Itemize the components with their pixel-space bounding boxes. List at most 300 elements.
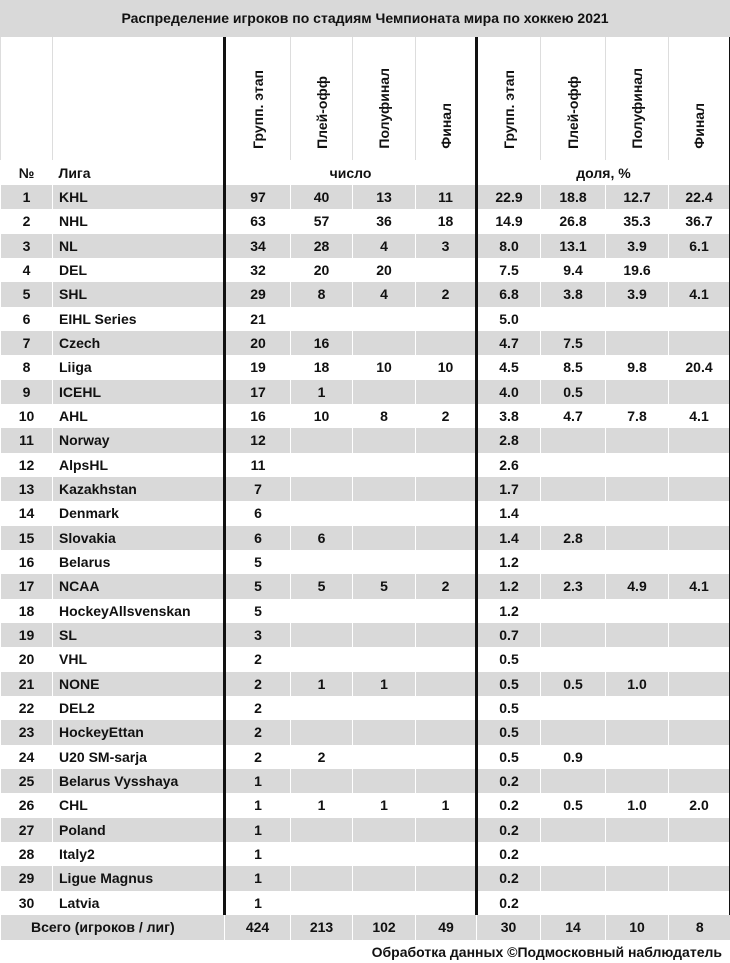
- count-playoff: [291, 842, 353, 866]
- table-row: [1, 501, 730, 525]
- header-count-playoff: Плей-офф: [313, 76, 330, 149]
- count-semifinal: 8: [353, 404, 416, 428]
- header-count-semifinal: Полуфинал: [376, 68, 392, 149]
- share-group: 0.7: [477, 623, 541, 647]
- count-final: 11: [416, 185, 477, 209]
- share-semifinal: [606, 842, 669, 866]
- count-semifinal: 5: [353, 574, 416, 598]
- league-name: DEL2: [53, 696, 225, 720]
- header-count: число: [225, 160, 477, 185]
- share-playoff: [541, 453, 606, 477]
- share-final: [669, 623, 730, 647]
- share-semifinal: [606, 745, 669, 769]
- count-group: 1: [225, 769, 291, 793]
- count-final: 18: [416, 209, 477, 233]
- share-group: 3.8: [477, 404, 541, 428]
- share-final: 4.1: [669, 404, 730, 428]
- table-row: [1, 185, 730, 209]
- row-number: 2: [1, 209, 53, 233]
- total-share-semifinal: 10: [606, 915, 669, 940]
- share-final: [669, 453, 730, 477]
- count-semifinal: [353, 745, 416, 769]
- header-share-final: Финал: [691, 103, 707, 149]
- share-playoff: [541, 623, 606, 647]
- row-number: 4: [1, 258, 53, 282]
- table-row: [1, 428, 730, 452]
- share-playoff: 4.7: [541, 404, 606, 428]
- total-count-group: 424: [225, 915, 291, 940]
- count-group: 2: [225, 720, 291, 744]
- share-final: [669, 331, 730, 355]
- count-playoff: [291, 720, 353, 744]
- count-semifinal: 4: [353, 234, 416, 258]
- share-semifinal: [606, 696, 669, 720]
- share-group: 1.4: [477, 526, 541, 550]
- count-semifinal: 10: [353, 355, 416, 379]
- row-number: 5: [1, 282, 53, 306]
- row-number: 19: [1, 623, 53, 647]
- count-final: [416, 380, 477, 404]
- row-number: 11: [1, 428, 53, 452]
- count-group: 29: [225, 282, 291, 306]
- share-playoff: [541, 818, 606, 842]
- count-group: 97: [225, 185, 291, 209]
- league-name: SL: [53, 623, 225, 647]
- league-name: Liiga: [53, 355, 225, 379]
- share-semifinal: 3.9: [606, 234, 669, 258]
- share-final: 2.0: [669, 793, 730, 817]
- count-final: [416, 526, 477, 550]
- share-semifinal: 9.8: [606, 355, 669, 379]
- count-final: [416, 623, 477, 647]
- count-semifinal: [353, 842, 416, 866]
- count-group: 6: [225, 526, 291, 550]
- count-final: [416, 258, 477, 282]
- share-group: 0.2: [477, 793, 541, 817]
- share-semifinal: 7.8: [606, 404, 669, 428]
- league-name: Italy2: [53, 842, 225, 866]
- share-playoff: 26.8: [541, 209, 606, 233]
- count-semifinal: [353, 866, 416, 890]
- row-number: 22: [1, 696, 53, 720]
- table-row: [1, 696, 730, 720]
- share-semifinal: [606, 428, 669, 452]
- table-row: [1, 331, 730, 355]
- table-row: [1, 793, 730, 817]
- share-semifinal: [606, 769, 669, 793]
- count-semifinal: 13: [353, 185, 416, 209]
- count-group: 5: [225, 550, 291, 574]
- count-final: 2: [416, 282, 477, 306]
- share-group: 0.2: [477, 866, 541, 890]
- share-playoff: [541, 891, 606, 915]
- share-group: 1.2: [477, 574, 541, 598]
- row-number: 15: [1, 526, 53, 550]
- count-final: [416, 599, 477, 623]
- share-playoff: 0.5: [541, 672, 606, 696]
- count-playoff: 18: [291, 355, 353, 379]
- share-semifinal: [606, 501, 669, 525]
- share-group: 0.2: [477, 769, 541, 793]
- count-semifinal: [353, 769, 416, 793]
- share-group: 8.0: [477, 234, 541, 258]
- share-group: 4.0: [477, 380, 541, 404]
- table-row: [1, 209, 730, 233]
- share-final: [669, 380, 730, 404]
- share-final: [669, 696, 730, 720]
- share-playoff: [541, 769, 606, 793]
- count-playoff: 5: [291, 574, 353, 598]
- share-playoff: [541, 696, 606, 720]
- league-name: DEL: [53, 258, 225, 282]
- count-final: [416, 720, 477, 744]
- share-final: [669, 769, 730, 793]
- league-name: Denmark: [53, 501, 225, 525]
- share-group: 0.2: [477, 818, 541, 842]
- count-semifinal: [353, 477, 416, 501]
- share-final: [669, 258, 730, 282]
- row-number: 20: [1, 647, 53, 671]
- share-semifinal: 4.9: [606, 574, 669, 598]
- count-group: 1: [225, 866, 291, 890]
- league-name: NONE: [53, 672, 225, 696]
- table-row: [1, 769, 730, 793]
- table-row: [1, 623, 730, 647]
- count-group: 19: [225, 355, 291, 379]
- share-final: 4.1: [669, 574, 730, 598]
- count-playoff: 1: [291, 793, 353, 817]
- count-semifinal: [353, 599, 416, 623]
- count-semifinal: 1: [353, 672, 416, 696]
- row-number: 25: [1, 769, 53, 793]
- count-semifinal: [353, 891, 416, 915]
- table-row: [1, 672, 730, 696]
- share-final: [669, 526, 730, 550]
- share-group: 0.5: [477, 647, 541, 671]
- league-name: Kazakhstan: [53, 477, 225, 501]
- share-group: 0.5: [477, 745, 541, 769]
- count-final: [416, 477, 477, 501]
- league-name: HockeyAllsvenskan: [53, 599, 225, 623]
- table-row: [1, 307, 730, 331]
- share-semifinal: [606, 866, 669, 890]
- table-row: [1, 647, 730, 671]
- share-final: [669, 477, 730, 501]
- share-playoff: [541, 428, 606, 452]
- row-number: 9: [1, 380, 53, 404]
- count-playoff: 40: [291, 185, 353, 209]
- total-share-playoff: 14: [541, 915, 606, 940]
- league-name: KHL: [53, 185, 225, 209]
- share-group: 1.2: [477, 599, 541, 623]
- share-playoff: 0.9: [541, 745, 606, 769]
- count-group: 63: [225, 209, 291, 233]
- count-semifinal: [353, 696, 416, 720]
- count-semifinal: [353, 550, 416, 574]
- share-group: 2.6: [477, 453, 541, 477]
- count-semifinal: [353, 526, 416, 550]
- count-playoff: 57: [291, 209, 353, 233]
- count-semifinal: [353, 818, 416, 842]
- count-playoff: 10: [291, 404, 353, 428]
- stage-header-row: [1, 37, 730, 160]
- share-semifinal: [606, 331, 669, 355]
- table-row: [1, 574, 730, 598]
- count-playoff: [291, 599, 353, 623]
- count-semifinal: [353, 501, 416, 525]
- league-name: AlpsHL: [53, 453, 225, 477]
- count-final: 2: [416, 404, 477, 428]
- count-semifinal: [353, 331, 416, 355]
- share-group: 0.5: [477, 672, 541, 696]
- group-header-row: [1, 160, 730, 185]
- share-final: 20.4: [669, 355, 730, 379]
- count-final: [416, 769, 477, 793]
- row-number: 16: [1, 550, 53, 574]
- share-final: [669, 599, 730, 623]
- count-group: 2: [225, 672, 291, 696]
- share-semifinal: [606, 599, 669, 623]
- table-row: [1, 453, 730, 477]
- share-group: 0.2: [477, 891, 541, 915]
- share-final: [669, 428, 730, 452]
- share-semifinal: 35.3: [606, 209, 669, 233]
- count-playoff: 1: [291, 672, 353, 696]
- count-final: 3: [416, 234, 477, 258]
- share-semifinal: [606, 477, 669, 501]
- share-final: [669, 307, 730, 331]
- count-playoff: [291, 477, 353, 501]
- share-final: 36.7: [669, 209, 730, 233]
- count-playoff: 16: [291, 331, 353, 355]
- share-group: 14.9: [477, 209, 541, 233]
- row-number: 23: [1, 720, 53, 744]
- count-group: 2: [225, 647, 291, 671]
- row-number: 6: [1, 307, 53, 331]
- league-name: NCAA: [53, 574, 225, 598]
- row-number: 21: [1, 672, 53, 696]
- share-playoff: 0.5: [541, 793, 606, 817]
- count-playoff: [291, 501, 353, 525]
- league-name: ICEHL: [53, 380, 225, 404]
- count-final: [416, 331, 477, 355]
- count-group: 3: [225, 623, 291, 647]
- count-playoff: 2: [291, 745, 353, 769]
- count-playoff: [291, 550, 353, 574]
- share-playoff: 9.4: [541, 258, 606, 282]
- table-row: [1, 842, 730, 866]
- table-row: [1, 891, 730, 915]
- share-playoff: 18.8: [541, 185, 606, 209]
- share-playoff: [541, 866, 606, 890]
- row-number: 18: [1, 599, 53, 623]
- count-final: [416, 672, 477, 696]
- count-group: 5: [225, 574, 291, 598]
- table-row: [1, 234, 730, 258]
- share-semifinal: [606, 623, 669, 647]
- total-row: [1, 915, 730, 940]
- share-group: 1.4: [477, 501, 541, 525]
- count-playoff: [291, 818, 353, 842]
- count-group: 32: [225, 258, 291, 282]
- count-group: 1: [225, 818, 291, 842]
- share-playoff: [541, 550, 606, 574]
- share-group: 4.5: [477, 355, 541, 379]
- count-playoff: [291, 428, 353, 452]
- share-playoff: [541, 842, 606, 866]
- row-number: 14: [1, 501, 53, 525]
- league-name: CHL: [53, 793, 225, 817]
- total-count-playoff: 213: [291, 915, 353, 940]
- row-number: 28: [1, 842, 53, 866]
- share-group: 2.8: [477, 428, 541, 452]
- share-semifinal: [606, 891, 669, 915]
- share-playoff: [541, 720, 606, 744]
- share-playoff: [541, 477, 606, 501]
- share-final: 4.1: [669, 282, 730, 306]
- count-semifinal: 4: [353, 282, 416, 306]
- row-number: 3: [1, 234, 53, 258]
- league-name: Poland: [53, 818, 225, 842]
- share-final: [669, 818, 730, 842]
- league-name: NHL: [53, 209, 225, 233]
- league-name: NL: [53, 234, 225, 258]
- league-name: Slovakia: [53, 526, 225, 550]
- count-playoff: [291, 307, 353, 331]
- row-number: 10: [1, 404, 53, 428]
- count-group: 12: [225, 428, 291, 452]
- table-row: [1, 818, 730, 842]
- share-final: [669, 745, 730, 769]
- share-group: 5.0: [477, 307, 541, 331]
- table-title: Распределение игроков по стадиям Чемпионата мира по хоккею 2021: [0, 0, 730, 37]
- count-playoff: [291, 891, 353, 915]
- share-final: [669, 501, 730, 525]
- header-count-group-stage: Групп. этап: [250, 70, 266, 149]
- share-group: 7.5: [477, 258, 541, 282]
- count-semifinal: [353, 720, 416, 744]
- header-share: доля, %: [477, 160, 730, 185]
- row-number: 26: [1, 793, 53, 817]
- count-semifinal: [353, 647, 416, 671]
- share-playoff: 2.8: [541, 526, 606, 550]
- share-final: [669, 891, 730, 915]
- share-final: [669, 672, 730, 696]
- count-final: [416, 501, 477, 525]
- header-no: №: [18, 164, 35, 181]
- header-share-group-stage: Групп. этап: [501, 70, 517, 149]
- count-playoff: [291, 647, 353, 671]
- count-playoff: 20: [291, 258, 353, 282]
- count-final: [416, 453, 477, 477]
- share-group: 1.2: [477, 550, 541, 574]
- table-row: [1, 258, 730, 282]
- count-semifinal: 20: [353, 258, 416, 282]
- share-group: 1.7: [477, 477, 541, 501]
- total-count-final: 49: [416, 915, 477, 940]
- footer-credit: Обработка данных ©Подмосковный наблюдатель: [371, 944, 722, 960]
- count-final: [416, 696, 477, 720]
- count-final: 10: [416, 355, 477, 379]
- table-row: [1, 526, 730, 550]
- count-group: 7: [225, 477, 291, 501]
- share-semifinal: [606, 453, 669, 477]
- league-name: SHL: [53, 282, 225, 306]
- count-group: 5: [225, 599, 291, 623]
- row-number: 17: [1, 574, 53, 598]
- row-number: 13: [1, 477, 53, 501]
- table-row: [1, 550, 730, 574]
- count-group: 34: [225, 234, 291, 258]
- total-count-semifinal: 102: [353, 915, 416, 940]
- count-group: 2: [225, 745, 291, 769]
- share-playoff: [541, 647, 606, 671]
- share-group: 0.5: [477, 720, 541, 744]
- header-league: Лига: [58, 164, 91, 181]
- header-count-final: Финал: [437, 103, 454, 149]
- table-row: [1, 477, 730, 501]
- count-playoff: 1: [291, 380, 353, 404]
- share-playoff: 3.8: [541, 282, 606, 306]
- league-name: Czech: [53, 331, 225, 355]
- count-group: 1: [225, 842, 291, 866]
- share-semifinal: 1.0: [606, 672, 669, 696]
- table-row: [1, 599, 730, 623]
- table-row: [1, 404, 730, 428]
- count-semifinal: [353, 623, 416, 647]
- count-final: [416, 891, 477, 915]
- league-name: Latvia: [53, 891, 225, 915]
- count-playoff: [291, 623, 353, 647]
- share-playoff: [541, 307, 606, 331]
- count-semifinal: [353, 307, 416, 331]
- league-name: AHL: [53, 404, 225, 428]
- total-label: Всего (игроков / лиг): [1, 915, 225, 940]
- row-number: 27: [1, 818, 53, 842]
- share-playoff: [541, 501, 606, 525]
- count-group: 2: [225, 696, 291, 720]
- league-name: Belarus: [53, 550, 225, 574]
- share-final: 22.4: [669, 185, 730, 209]
- share-semifinal: 3.9: [606, 282, 669, 306]
- share-semifinal: [606, 550, 669, 574]
- count-final: [416, 866, 477, 890]
- count-playoff: 28: [291, 234, 353, 258]
- count-playoff: [291, 866, 353, 890]
- share-group: 0.2: [477, 842, 541, 866]
- count-semifinal: [353, 428, 416, 452]
- league-name: HockeyEttan: [53, 720, 225, 744]
- share-final: [669, 866, 730, 890]
- share-semifinal: 19.6: [606, 258, 669, 282]
- count-final: [416, 818, 477, 842]
- share-playoff: 13.1: [541, 234, 606, 258]
- count-playoff: 6: [291, 526, 353, 550]
- total-share-group: 30: [477, 915, 541, 940]
- share-playoff: 2.3: [541, 574, 606, 598]
- share-final: [669, 720, 730, 744]
- share-final: [669, 647, 730, 671]
- share-playoff: [541, 599, 606, 623]
- count-group: 6: [225, 501, 291, 525]
- row-number: 29: [1, 866, 53, 890]
- row-number: 7: [1, 331, 53, 355]
- share-playoff: 7.5: [541, 331, 606, 355]
- table-row: [1, 282, 730, 306]
- count-playoff: [291, 696, 353, 720]
- share-semifinal: 12.7: [606, 185, 669, 209]
- count-group: 11: [225, 453, 291, 477]
